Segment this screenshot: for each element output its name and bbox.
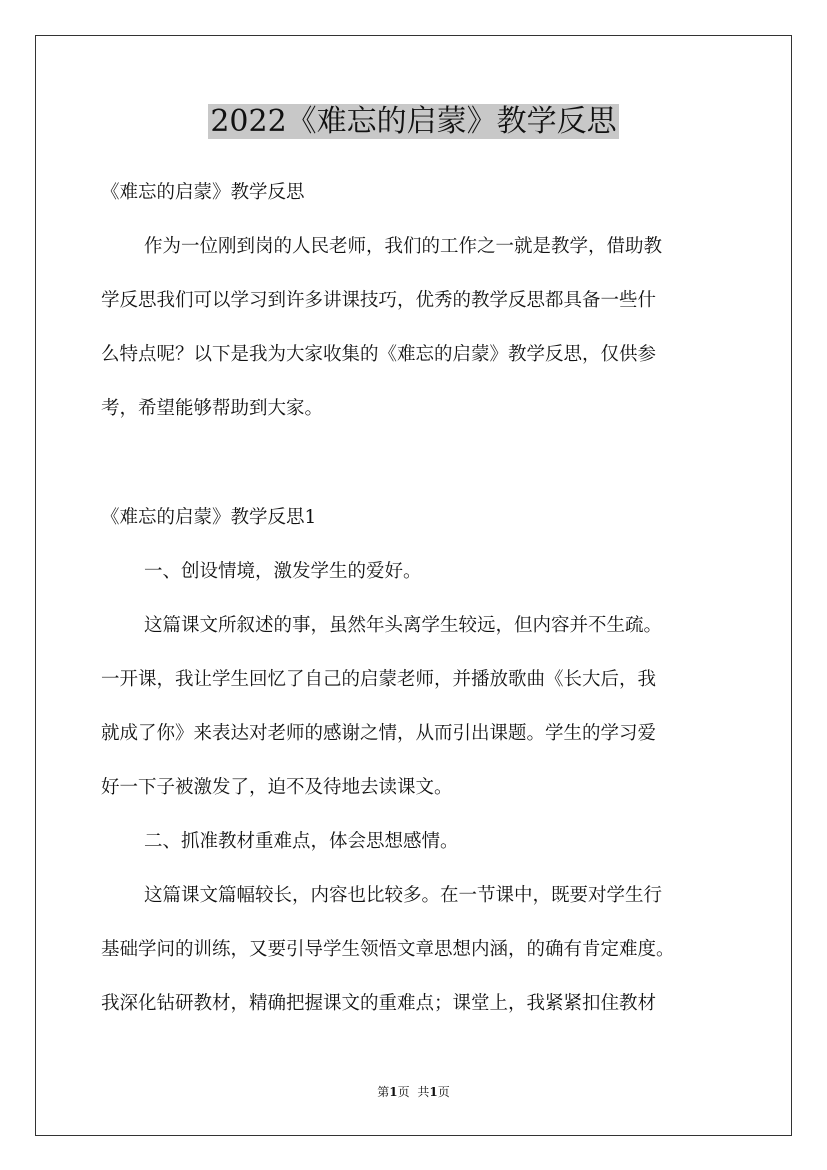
paragraph-line: 这篇课文所叙述的事，虽然年头离学生较远，但内容并不生疏。 — [144, 615, 663, 636]
paragraph-line: 考，希望能够帮助到大家。 — [101, 398, 324, 419]
page-prefix: 第 — [377, 1085, 390, 1099]
page-number-footer — [0, 1082, 827, 1102]
paragraph-line: 就成了你》来表达对老师的感谢之情，从而引出课题。学生的学习爱 — [101, 723, 657, 744]
subheading-line: 二、抓准教材重难点，体会思想感情。 — [144, 831, 459, 852]
section-heading: 《难忘的启蒙》教学反思1 — [101, 507, 317, 528]
paragraph-line: 作为一位刚到岗的人民老师，我们的工作之一就是教学，借助教 — [144, 236, 663, 257]
page-suffix: 页 — [397, 1085, 410, 1099]
total-suffix: 页 — [437, 1085, 450, 1099]
paragraph-line: 学反思我们可以学习到许多讲课技巧，优秀的教学反思都具备一些什 — [101, 290, 657, 311]
subheading-line: 一、创设情境，激发学生的爱好。 — [144, 561, 422, 582]
paragraph-line: 好一下子被激发了，迫不及待地去读课文。 — [101, 777, 453, 798]
paragraph-line: 一开课，我让学生回忆了自己的启蒙老师，并播放歌曲《长大后，我 — [101, 669, 657, 690]
paragraph-line: 基础学问的训练，又要引导学生领悟文章思想内涵，的确有肯定难度。 — [101, 939, 675, 960]
paragraph-line: 我深化钻研教材，精确把握课文的重难点；课堂上，我紧紧扣住教材 — [101, 993, 657, 1014]
paragraph-line: 这篇课文篇幅较长，内容也比较多。在一节课中，既要对学生行 — [144, 885, 663, 906]
subtitle-line: 《难忘的启蒙》教学反思 — [101, 182, 305, 203]
paragraph-line: 么特点呢？以下是我为大家收集的《难忘的启蒙》教学反思，仅供参 — [101, 344, 657, 365]
document-title-text: 2022《难忘的启蒙》教学反思 — [210, 104, 617, 139]
total-prefix: 共 — [417, 1085, 430, 1099]
document-title — [0, 96, 827, 148]
total-pages: 1 — [429, 1085, 438, 1099]
page-number: 1 — [389, 1085, 398, 1099]
